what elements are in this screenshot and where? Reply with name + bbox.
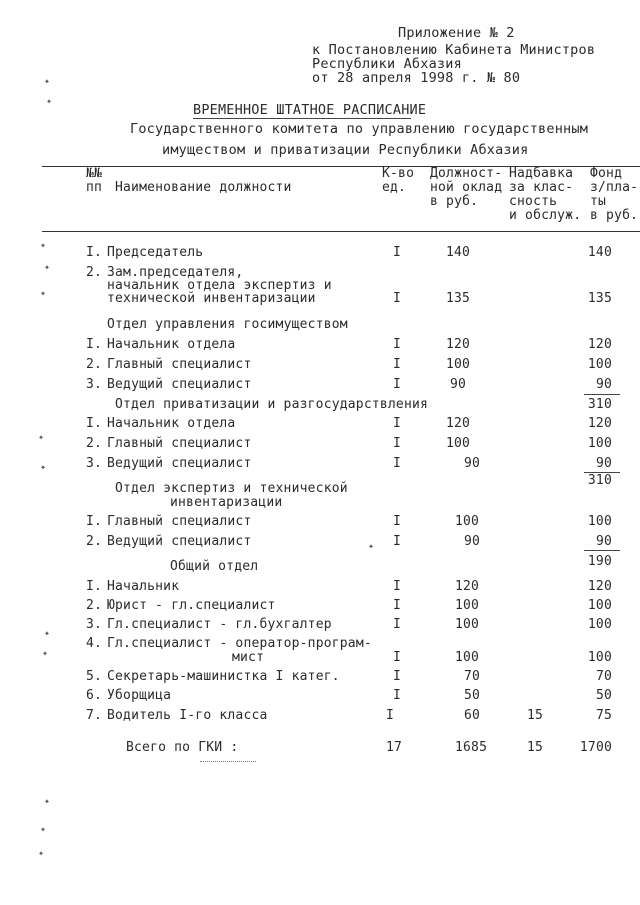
- row-num: 2.: [86, 534, 103, 549]
- row-name: Зам.председателя,: [107, 265, 244, 280]
- row-qty: I: [393, 514, 402, 529]
- row-num: I.: [86, 245, 103, 260]
- col-qty-header: К-во: [382, 166, 415, 181]
- row-name: Председатель: [107, 245, 204, 260]
- row-salary: 135: [446, 291, 471, 306]
- row-salary: 60: [464, 708, 481, 723]
- row-salary: 100: [446, 436, 471, 451]
- row-qty: I: [393, 534, 402, 549]
- row-fund: 100: [587, 357, 612, 372]
- row-salary: 120: [446, 337, 471, 352]
- row-qty: I: [393, 617, 402, 632]
- row-name-line-2: мист: [232, 650, 265, 665]
- row-fund: 50: [595, 688, 612, 703]
- scan-mark: ✦: [42, 648, 49, 659]
- row-salary: 90: [450, 377, 467, 392]
- col-fund-header-2: з/пла-: [590, 180, 639, 195]
- appendix-title: Приложение № 2: [398, 25, 515, 41]
- scan-mark: ✦: [44, 628, 51, 639]
- row-name: Начальник: [107, 579, 180, 594]
- row-num: 3.: [86, 456, 103, 471]
- row-num: 3.: [86, 617, 103, 632]
- total-dotted-rule: [200, 761, 256, 763]
- scan-mark: ✦: [40, 462, 47, 473]
- row-name: Главный специалист: [107, 514, 252, 529]
- total-qty: 17: [386, 740, 403, 755]
- row-fund: 120: [587, 416, 612, 431]
- row-salary: 90: [464, 534, 481, 549]
- row-name: Юрист - гл.специалист: [107, 598, 276, 613]
- row-name: Главный специалист: [107, 436, 252, 451]
- row-num: 2.: [86, 357, 103, 372]
- row-name: Главный специалист: [107, 357, 252, 372]
- row-qty: I: [393, 456, 402, 471]
- row-salary: 100: [455, 598, 480, 613]
- col-bonus-header: Надбавка: [509, 166, 574, 181]
- row-qty: I: [393, 416, 402, 431]
- col-fund-header-3: ты: [590, 194, 607, 209]
- row-num: 6.: [86, 688, 103, 703]
- section-title: Отдел приватизации и разгосударствления: [115, 397, 429, 412]
- col-qty-header-2: ед.: [382, 180, 407, 195]
- scan-mark: ✦: [44, 262, 51, 273]
- row-name: Ведущий специалист: [107, 456, 252, 471]
- row-num: I.: [86, 416, 103, 431]
- row-num: I.: [86, 579, 103, 594]
- section-title-line-2: инвентаризации: [170, 495, 283, 510]
- total-bonus: 15: [527, 740, 544, 755]
- row-salary: 100: [455, 514, 480, 529]
- row-salary: 120: [446, 416, 471, 431]
- row-salary: 100: [455, 617, 480, 632]
- row-bonus: 15: [527, 708, 544, 723]
- section-title: Отдел управления госимуществом: [107, 317, 348, 332]
- total-salary: 1685: [455, 740, 488, 755]
- col-bonus-header-2: за клас-: [509, 180, 574, 195]
- total-fund: 1700: [579, 740, 612, 755]
- row-salary: 120: [455, 579, 480, 594]
- row-name: Ведущий специалист: [107, 534, 252, 549]
- row-qty: I: [393, 669, 402, 684]
- col-bonus-header-4: и обслуж.: [509, 208, 582, 223]
- scan-mark: ✦: [44, 76, 51, 87]
- document-subtitle-1: Государственного комитета по управлению государственным: [130, 121, 589, 137]
- section-subtotal: 190: [587, 554, 612, 569]
- document-subtitle-2: имуществом и приватизации Республики Абхазия: [162, 142, 529, 158]
- row-salary: 50: [464, 688, 481, 703]
- col-fund-header: Фонд: [590, 166, 623, 181]
- row-qty: I: [393, 598, 402, 613]
- subtotal-rule: [584, 394, 620, 395]
- row-fund: 120: [587, 579, 612, 594]
- row-name: Ведущий специалист: [107, 377, 252, 392]
- row-qty: I: [393, 688, 402, 703]
- scan-mark: ✦: [38, 848, 45, 859]
- row-num: 7.: [86, 708, 103, 723]
- row-fund: 140: [587, 245, 612, 260]
- section-subtotal: 310: [587, 397, 612, 412]
- row-salary: 90: [464, 456, 481, 471]
- subtotal-rule: [584, 550, 620, 551]
- row-qty: I: [393, 357, 402, 372]
- row-qty: I: [393, 291, 402, 306]
- row-salary: 140: [446, 245, 471, 260]
- row-qty: I: [393, 579, 402, 594]
- row-name: Уборщица: [107, 688, 172, 703]
- row-fund: 100: [587, 436, 612, 451]
- section-title: Отдел экспертиз и технической: [115, 481, 348, 496]
- scan-mark: ✦: [40, 288, 47, 299]
- row-qty: I: [393, 436, 402, 451]
- col-salary-header-3: в руб.: [430, 194, 479, 209]
- scan-mark: ✦: [40, 824, 47, 835]
- appendix-line-3: от 28 апреля 1998 г. № 80: [312, 70, 521, 86]
- row-salary: 100: [446, 357, 471, 372]
- row-salary: 70: [464, 669, 481, 684]
- row-num: I.: [86, 337, 103, 352]
- col-num-header-2: пп: [86, 180, 103, 195]
- section-subtotal: 310: [587, 473, 612, 488]
- total-label: Всего по ГКИ :: [126, 740, 239, 755]
- row-fund: 100: [587, 598, 612, 613]
- scan-mark: ✦: [368, 541, 375, 552]
- col-num-header: №№: [86, 166, 103, 181]
- appendix-line-2: Республики Абхазия: [312, 56, 462, 72]
- row-fund: 90: [595, 534, 612, 549]
- section-title: Общий отдел: [170, 559, 259, 574]
- row-fund: 90: [595, 377, 612, 392]
- row-num: I.: [86, 514, 103, 529]
- scan-mark: ✦: [38, 432, 45, 443]
- row-qty: I: [393, 377, 402, 392]
- col-bonus-header-3: сность: [509, 194, 558, 209]
- col-salary-header-2: ной оклад: [430, 180, 503, 195]
- appendix-line-1: к Постановлению Кабинета Министров: [312, 42, 596, 58]
- row-name: Секретарь-машинистка I катег.: [107, 669, 340, 684]
- row-name: Гл.специалист - оператор-програм-: [107, 636, 372, 651]
- row-num: 5.: [86, 669, 103, 684]
- row-fund: 70: [595, 669, 612, 684]
- row-fund: 75: [595, 708, 612, 723]
- row-qty: I: [386, 708, 395, 723]
- row-num: 2.: [86, 598, 103, 613]
- document-title: ВРЕМЕННОЕ ШТАТНОЕ РАСПИСАНИЕ: [193, 102, 427, 118]
- row-qty: I: [393, 650, 402, 665]
- row-fund: 100: [587, 650, 612, 665]
- row-qty: I: [393, 337, 402, 352]
- scan-mark: ✦: [44, 796, 51, 807]
- col-salary-header: Должност-: [430, 166, 503, 181]
- row-name: Начальник отдела: [107, 416, 236, 431]
- row-qty: I: [393, 245, 402, 260]
- row-num: 2.: [86, 436, 103, 451]
- row-num: 4.: [86, 636, 103, 651]
- row-name: Начальник отдела: [107, 337, 236, 352]
- row-name: Гл.специалист - гл.бухгалтер: [107, 617, 332, 632]
- row-num: 3.: [86, 377, 103, 392]
- row-name: Водитель I-го класса: [107, 708, 268, 723]
- col-name-header: Наименование должности: [115, 180, 292, 195]
- row-num: 2.: [86, 265, 103, 280]
- row-fund: 135: [587, 291, 612, 306]
- row-salary: 100: [455, 650, 480, 665]
- scan-mark: ✦: [40, 240, 47, 251]
- col-fund-header-4: в руб.: [590, 208, 639, 223]
- row-name-line-3: технической инвентаризации: [107, 291, 316, 306]
- table-header-rule: [42, 231, 640, 232]
- row-name-line-2: начальник отдела экспертиз и: [107, 278, 332, 293]
- scan-mark: ✦: [46, 96, 53, 107]
- row-fund: 100: [587, 617, 612, 632]
- row-fund: 100: [587, 514, 612, 529]
- row-fund: 90: [595, 456, 612, 471]
- title-underline: [193, 118, 411, 119]
- row-fund: 120: [587, 337, 612, 352]
